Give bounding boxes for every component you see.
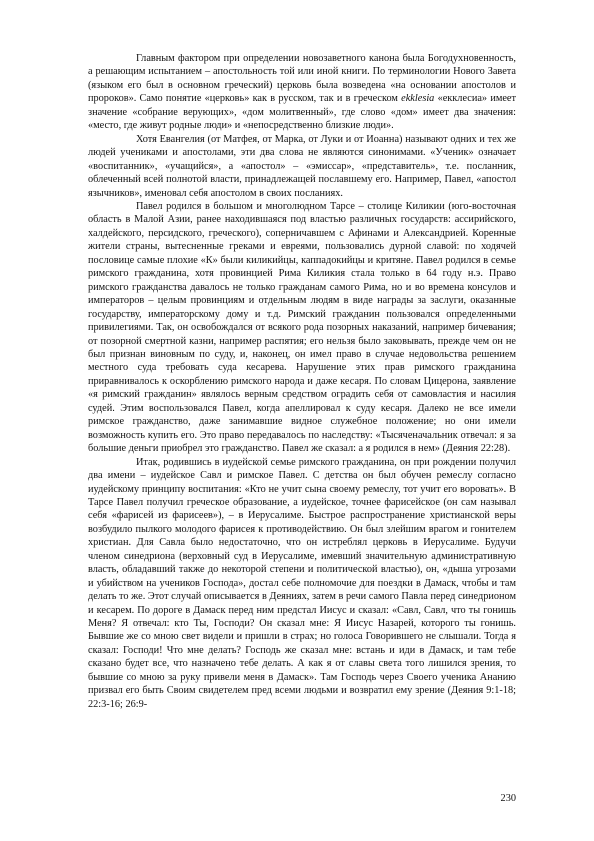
paragraph-apostles bbox=[88, 133, 516, 200]
paragraph-text: Итак, родившись в иудейской семье римского гражданина, он при рождении получил два имени – иудейское Савл и римское Павел. С детства он был обучен ремеслу согласно иудейскому принципу воспитания: «Кто не учит сына своему ремеслу, тот учит его воровать». В Тарсе Павел получил греческое образование, а иудейское, точнее фарисейское (он сам называл себя «фарисей из фарисеев»), – в Иерусалиме. Быстрое распространение христианской веры возбудило пылкого молодого фарисея к противодействию. Он был злейшим врагом и гонителем христиан. Для Савла было недостаточно, что он истреблял церковь в Иерусалиме. Будучи членом синедриона (верховный суд в Иерусалиме, имевший значительную административную власть, обладавший также до некоторой степени и политической властью), он, «дыша угрозами и убийством на учеников Господа», достал себе полномочие для поездки в Дамаск, чтобы и там делать то же. Этот случай описывается в Деяниях, затем в речи самого Павла перед синедрионом и кесарем. По дороге в Дамаск перед ним предстал Иисус и сказал: «Савл, Савл, что ты гонишь Меня? Я отвечал: кто Ты, Господи? Он сказал мне: Я Иисус Назарей, которого ты гонишь. Бывшие же со мною свет видели и пришли в страх; но голоса Говорившего не слышали. Тогда я сказал: Господи! Что мне делать? Господь же сказал мне: встань и иди в Дамаск, и там тебе сказано будет все, что назначено тебе делать. А как я от славы света того лишился зрения, то бывшие со мною за руку привели меня в Дамаск». Там Господь через Своего ученика Ананию призвал его быть Своим свидетелем пред всеми людьми и возвратил ему зрение (Деяния 9:1-18; 22:3-16; 26:9- bbox=[88, 456, 516, 710]
paragraph-conversion bbox=[88, 456, 516, 712]
paragraph-text: «екклесиа» имеет значение «собрание верующих», «дом молитвенный», где слово «дом» имеет два значения: «место, где живут родные люди» и «непосредственно близкие люди». bbox=[88, 93, 516, 132]
italic-term: ekklesia bbox=[401, 93, 435, 105]
page-number: 230 bbox=[500, 793, 516, 804]
paragraph-tarsus bbox=[88, 200, 516, 456]
body-text bbox=[88, 52, 516, 711]
paragraph-text: Хотя Евангелия (от Матфея, от Марка, от Луки и от Иоанна) называют одних и тех же людей учениками и апостолами, эти два слова не являются синонимами. «Ученик» означает «воспитанник», «учащийся», а «апостол» – «эмиссар», «представитель», т.е. посланник, облеченный всей полнотой власти, принадлежащей пославшему его. Например, Павел, «апостол язычников», именовал себя апостолом в своих посланиях. bbox=[88, 133, 516, 199]
paragraph-text: Павел родился в большом и многолюдном Тарсе – столице Киликии (юго-восточная область в Малой Азии, ранее находившаяся под властью различных государств: ассирийского, халдейского, персидского, греческого), соперничавшем с Афинами и Александрией. Коренные жители страны, вытесненные греками и евреями, пользовались дурной славой: по ходячей пословице самые плохие «К» были киликийцы, каппадокийцы и критяне. Павел родился в семье римского гражданина, хотя провинцией Рима Киликия стала только в 64 году н.э. Право римского гражданства давалось не только гражданам самого Рима, но и во времена консулов и императоров – целым провинциям и отдельным людям в виде награды за заслуги, оказанные государству, императорскому дому и т.д. Римский гражданин пользовался определенными привилегиями. Так, он освобождался от всякого рода позорных наказаний, например бичевания; от позорной смертной казни, например распятия; его нельзя было заковывать, прежде чем он не был признан виновным по суду, и, наконец, он имел право в случае недовольства решением местного суда требовать суда кесарева. Нарушение этих прав римского гражданина приравнивалось к оскорблению римского народа и даже кесаря. По словам Цицерона, заявление «я римский гражданин» являлось верным средством оградить себя от самовластия и насилия судей. Этим воспользовался Павел, когда апеллировал к суду кесаря. Далеко не все имели римское гражданство, даже занимавшие видное служебное положение; но они имели возможность купить его. Это право передавалось по наследству: «Тысяченачальник отвечал: я за большие деньги приобрел это гражданство. Павел же сказал: а я родился в нем» (Деяния 22:28). bbox=[88, 200, 516, 455]
paragraph-text: Главным фактором при определении новозаветного канона была Богодухновенность, а решающим испытанием – апостольность той или иной книги. По терминологии Нового Завета (языком его был в основном греческий) церковь была возведена «на основании апостолов и пророков». Само понятие «церковь» как в русском, так и в греческом bbox=[88, 53, 516, 105]
paragraph-canon bbox=[88, 52, 516, 133]
